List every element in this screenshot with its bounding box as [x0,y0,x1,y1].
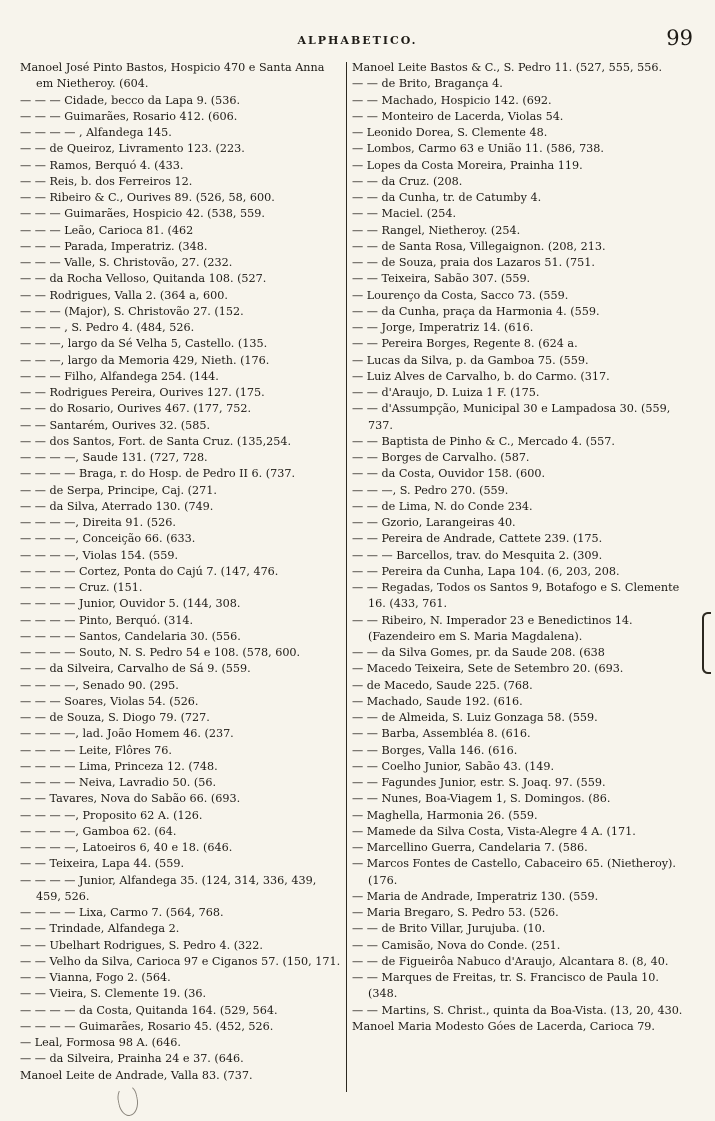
directory-entry: — — — — Leite, Flôres 76. [20,743,172,757]
directory-entry: — — Pereira Borges, Regente 8. (624 a. [352,337,578,351]
directory-entry: — — — —, lad. João Homem 46. (237. [20,727,234,741]
directory-entry: — — Barba, Assembléa 8. (616. [352,727,531,741]
directory-entry: — Leonido Dorea, S. Clemente 48. [352,126,548,139]
directory-entry: — — — —, Direita 91. (526. [20,516,176,529]
directory-entry: — — Baptista de Pinho & C., Mercado 4. (557. [352,434,615,448]
directory-entry: — — da Cunha, tr. de Catumby 4. [352,191,542,204]
directory-entry: — — — —, Latoeiros 6, 40 e 18. (646. [20,841,233,854]
directory-entry: — Lourenço da Costa, Sacco 73. (559. [352,288,569,302]
directory-entry: — — Teixeira, Sabão 307. (559. [352,272,531,286]
directory-entry: — — Vieira, S. Clemente 19. (36. [20,987,207,1001]
directory-entry: — — de Lima, N. do Conde 234. [352,499,533,513]
directory-entry: — — de Souza, S. Diogo 79. (727. [20,711,210,724]
directory-entry: — — — — Guimarães, Rosario 45. (452, 526. [20,1019,274,1033]
directory-entry: — Marcos Fontes de Castello, Cabaceiro 65. (Nietheroy). (176. [352,857,676,887]
directory-entry: — — da Cruz. (208. [352,174,463,188]
directory-entry: — — dos Santos, Fort. de Santa Cruz. (135,254. [20,434,292,448]
directory-entry: — — — Barcellos, trav. do Mesquita 2. (309. [352,548,603,562]
directory-entry: — — Gzorio, Larangeiras 40. [352,516,516,529]
directory-entry: — — — Soares, Violas 54. (526. [20,694,199,708]
directory-entry: — — — — Pinto, Berquó. (314. [20,613,194,627]
directory-entry: — — — — Lixa, Carmo 7. (564, 768. [20,906,224,919]
directory-entry: — Luiz Alves de Carvalho, b. do Carmo. (317. [352,369,610,383]
directory-entry: — — — Parada, Imperatriz. (348. [20,239,208,253]
directory-entry: — Maghella, Harmonia 26. (559. [352,808,538,822]
directory-entry: Manoel Leite Bastos & C., S. Pedro 11. (527, 555, 556. [352,61,663,74]
directory-entry: — — Pereira de Andrade, Cattete 239. (175. [352,532,603,546]
directory-entry: — — — — Junior, Alfandega 35. (124, 314, 336, 439, 459, 526. [20,873,317,903]
directory-entry: — — Santarém, Ourives 32. (585. [20,418,211,432]
directory-entry: — Machado, Saude 192. (616. [352,694,523,708]
directory-entry: — — — Cidade, becco da Lapa 9. (536. [20,93,241,107]
directory-entry: — — — —, Saude 131. (727, 728. [20,451,208,464]
directory-entry: — — — —, Proposito 62 A. (126. [20,808,203,822]
directory-entry: — — de Serpa, Principe, Caj. (271. [20,483,217,497]
directory-entry: — — de Brito Villar, Jurujuba. (10. [352,922,546,936]
directory-entry: — — Teixeira, Lapa 44. (559. [20,857,185,871]
directory-entry: — — — — Santos, Candelaria 30. (556. [20,629,241,643]
directory-entry: — — Marques de Freitas, tr. S. Francisco de Paula 10. (348. [352,971,659,1001]
directory-entry: — — da Silva, Aterrado 130. (749. [20,499,214,513]
directory-entry: — Marcellino Guerra, Candelaria 7. (586. [352,841,588,854]
directory-entry: — — — — Braga, r. do Hosp. de Pedro II 6. (737. [20,467,296,481]
directory-entry: — — da Silveira, Prainha 24 e 37. (646. [20,1052,244,1066]
directory-entry: — — Monteiro de Lacerda, Violas 54. [352,109,564,123]
directory-entry: — — d'Assumpção, Municipal 30 e Lampadosa 30. (559, 737. [352,402,671,432]
directory-entry: — — — — Cortez, Ponta do Cajú 7. (147, 476. [20,564,279,578]
directory-entry: — — — —, Gamboa 62. (64. [20,824,177,838]
directory-entry: — — Camisão, Nova do Conde. (251. [352,938,561,952]
directory-entry: — — Nunes, Boa-Viagem 1, S. Domingos. (86. [352,792,611,806]
directory-entry: — — Coelho Junior, Sabão 43. (149. [352,759,554,773]
directory-entry: — — Regadas, Todos os Santos 9, Botafogo e S. Clemente 16. (433, 761. [352,581,680,611]
directory-entry: — — da Silveira, Carvalho de Sá 9. (559. [20,662,251,676]
directory-entry: — — — —, Conceição 66. (633. [20,532,196,546]
directory-entry: — de Macedo, Saude 225. (768. [352,678,533,692]
page-edge-bracket [702,612,711,674]
page-header [0,26,715,54]
directory-entry: — — d'Araujo, D. Luiza 1 F. (175. [352,386,540,399]
directory-entry: — — Fagundes Junior, estr. S. Joaq. 97. (559. [352,776,606,789]
directory-entry: — Mamede da Silva Costa, Vista-Alegre 4 A. (171. [352,824,636,838]
page-number: 99 [666,26,693,50]
directory-entry: — — —, largo da Sé Velha 5, Castello. (135. [20,337,268,351]
directory-entry: — — —, largo da Memoria 429, Nieth. (176. [20,353,270,367]
directory-entry: — Macedo Teixeira, Sete de Setembro 20. (693. [352,662,624,676]
directory-entry: — — —, S. Pedro 270. (559. [352,483,509,497]
directory-entry: — — da Rocha Velloso, Quitanda 108. (527. [20,272,267,286]
directory-entry: — — — Filho, Alfandega 254. (144. [20,369,219,383]
directory-entry: — — de Queiroz, Livramento 123. (223. [20,142,245,156]
directory-entry: — — Ribeiro, N. Imperador 23 e Benedictinos 14. (Fazendeiro em S. Maria Magdalena). [352,613,633,643]
directory-entry: — — — (Major), S. Christovão 27. (152. [20,304,244,318]
directory-entry: — — — — Neiva, Lavradio 50. (56. [20,776,217,789]
directory-entry: — — — Valle, S. Christovão, 27. (232. [20,256,233,269]
directory-entry: — — de Brito, Bragança 4. [352,77,503,91]
directory-entry: — Lucas da Silva, p. da Gamboa 75. (559. [352,353,589,367]
directory-entry: — — Reis, b. dos Ferreiros 12. [20,174,193,188]
directory-entry: Manoel Maria Modesto Góes de Lacerda, Carioca 79. [352,1019,655,1033]
directory-entry: — — — — Cruz. (151. [20,581,143,594]
directory-entry: — — da Costa, Ouvidor 158. (600. [352,467,546,481]
column-divider [346,62,347,1092]
directory-entry: — Lombos, Carmo 63 e União 11. (586, 738. [352,142,604,156]
directory-entry: Manoel Leite de Andrade, Valla 83. (737. [20,1068,253,1082]
directory-entry: — Maria Bregaro, S. Pedro 53. (526. [352,906,559,919]
directory-entry: — — Borges de Carvalho. (587. [352,451,530,464]
directory-entry: — Maria de Andrade, Imperatriz 130. (559. [352,889,599,903]
directory-entry: — — Rangel, Nietheroy. (254. [352,223,521,237]
directory-entry: — — da Cunha, praça da Harmonia 4. (559. [352,304,600,318]
directory-entry: — — Borges, Valla 146. (616. [352,743,518,757]
directory-entry: — — de Santa Rosa, Villegaignon. (208, 213. [352,239,606,253]
directory-entry: — — Ribeiro & C., Ourives 89. (526, 58, 600. [20,191,275,204]
directory-entry: — — Ramos, Berquó 4. (433. [20,158,184,172]
directory-entry: — — — — Lima, Princeza 12. (748. [20,759,218,773]
directory-entry: — — — — da Costa, Quitanda 164. (529, 564. [20,1003,278,1017]
directory-entry: — Lopes da Costa Moreira, Prainha 119. [352,158,583,172]
directory-entry: — Leal, Formosa 98 A. (646. [20,1036,181,1049]
directory-entry: — — — —, Senado 90. (295. [20,678,179,692]
directory-entry: — — Pereira da Cunha, Lapa 104. (6, 203, 208. [352,564,620,578]
directory-entry: — — Machado, Hospicio 142. (692. [352,93,552,107]
directory-entry: — — Martins, S. Christ., quinta da Boa-Vista. (13, 20, 430. [352,1003,683,1017]
left-column [20,60,342,1107]
directory-entry: — — Rodrigues Pereira, Ourives 127. (175. [20,386,265,399]
directory-entry: — — de Almeida, S. Luiz Gonzaga 58. (559. [352,711,598,724]
directory-entry: — — — Leão, Carioca 81. (462 [20,223,194,237]
directory-entry: — — — Guimarães, Rosario 412. (606. [20,109,238,123]
directory-entry: Manoel José Pinto Bastos, Hospicio 470 e Santa Anna em Nietheroy. (604. [20,61,325,91]
directory-entry: — — — —, Violas 154. (559. [20,548,179,562]
directory-entry: — — Velho da Silva, Carioca 97 e Ciganos 57. (150, 171. [20,954,341,968]
directory-entry: — — de Figueirôa Nabuco d'Araujo, Alcantara 8. (8, 40. [352,954,669,968]
directory-entry: — — Tavares, Nova do Sabão 66. (693. [20,792,241,806]
directory-entry: — — Ubelhart Rodrigues, S. Pedro 4. (322. [20,938,263,952]
directory-entry: — — — Guimarães, Hospicio 42. (538, 559. [20,207,265,221]
directory-entry: — — — — Souto, N. S. Pedro 54 e 108. (578, 600. [20,646,301,659]
directory-entry: — — — — Junior, Ouvidor 5. (144, 308. [20,597,241,611]
directory-entry: — — Maciel. (254. [352,207,457,221]
directory-entry: — — — — , Alfandega 145. [20,126,172,139]
right-column [352,60,688,1107]
directory-entry: — — — , S. Pedro 4. (484, 526. [20,321,195,334]
running-title: ALPHABETICO. [297,34,418,47]
directory-entry: — — Vianna, Fogo 2. (564. [20,971,171,984]
directory-entry: — — Trindade, Alfandega 2. [20,922,180,936]
directory-entry: — — Jorge, Imperatriz 14. (616. [352,321,534,334]
directory-entry: — — do Rosario, Ourives 467. (177, 752. [20,402,252,416]
directory-entry: — — da Silva Gomes, pr. da Saude 208. (638 [352,646,605,659]
directory-entry: — — Rodrigues, Valla 2. (364 a, 600. [20,288,228,302]
directory-entry: — — de Souza, praia dos Lazaros 51. (751. [352,256,595,269]
